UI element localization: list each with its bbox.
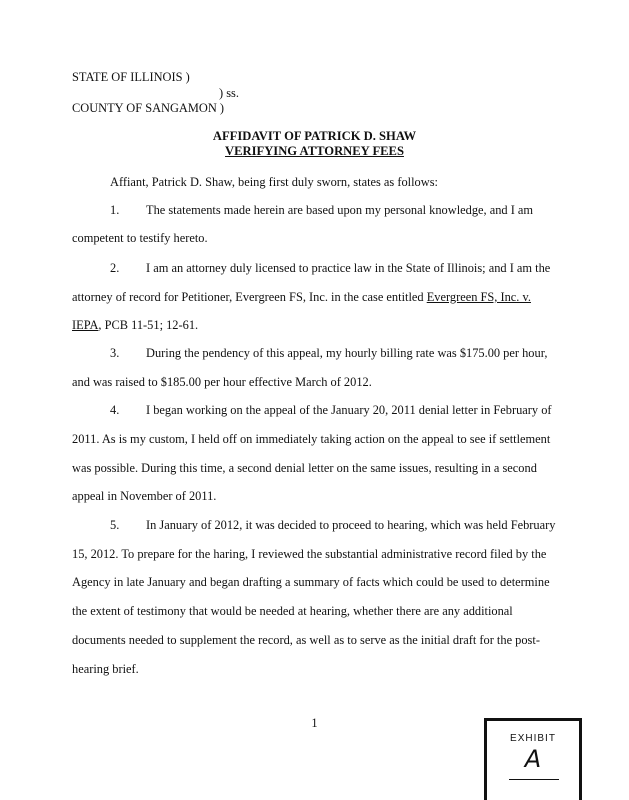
paragraph-5-line-4: the extent of testimony that would be needed at hearing, whether there are any additional (72, 604, 513, 618)
paragraph-3-line-2: and was raised to $185.00 per hour effective March of 2012. (72, 375, 372, 389)
caption-ss: ) ss. (219, 86, 239, 100)
exhibit-label: EXHIBIT (510, 733, 556, 744)
exhibit-stamp (484, 718, 582, 800)
paragraph-5-number: 5. (110, 518, 120, 532)
paragraph-2-number: 2. (110, 261, 120, 275)
paragraph-1-number: 1. (110, 203, 120, 217)
paragraph-5-line-1: In January of 2012, it was decided to proceed to hearing, which was held February (146, 518, 556, 532)
caption-county: COUNTY OF SANGAMON ) (72, 101, 225, 115)
intro-paragraph: Affiant, Patrick D. Shaw, being first duly sworn, states as follows: (110, 175, 438, 189)
paragraph-3-line-1: During the pendency of this appeal, my hourly billing rate was $175.00 per hour, (146, 346, 548, 360)
paragraph-3-number: 3. (110, 346, 120, 360)
title-line-1: AFFIDAVIT OF PATRICK D. SHAW (212, 129, 417, 143)
paragraph-2-line-1: I am an attorney duly licensed to practice law in the State of Illinois; and I am the (146, 261, 551, 275)
caption-state: STATE OF ILLINOIS ) (72, 70, 190, 84)
paragraph-5-line-2: 15, 2012. To prepare for the haring, I reviewed the substantial administrative record filed by the (72, 547, 547, 561)
paragraph-2-line-2-text: attorney of record for Petitioner, Evergreen FS, Inc. in the case entitled (72, 290, 427, 304)
paragraph-4-number: 4. (110, 403, 120, 417)
page-number: 1 (311, 716, 318, 730)
paragraph-5-line-6: hearing brief. (72, 662, 139, 676)
paragraph-1-line-2: competent to testify hereto. (72, 231, 208, 245)
paragraph-4-line-1: I began working on the appeal of the January 20, 2011 denial letter in February of (146, 403, 552, 417)
case-number-text: , PCB 11-51; 12-61. (98, 318, 199, 332)
paragraph-2-line-3 (72, 318, 198, 332)
title-line-2: VERIFYING ATTORNEY FEES (225, 144, 404, 158)
paragraph-4-line-3: was possible. During this time, a second denial letter on the same issues, resulting in a second (72, 461, 537, 475)
exhibit-letter: A (524, 745, 542, 773)
paragraph-4-line-4: appeal in November of 2011. (72, 489, 217, 503)
paragraph-5-line-3: Agency in late January and began drafting a summary of facts which could be used to determine (72, 575, 550, 589)
paragraph-5-line-5: documents needed to supplement the record, as well as to serve as the initial draft for the post- (72, 633, 540, 647)
paragraph-2-line-2 (72, 290, 531, 304)
paragraph-4-line-2: 2011. As is my custom, I held off on immediately taking action on the appeal to see if settlement (72, 432, 551, 446)
case-name-part-1: Evergreen FS, Inc. v. (426, 290, 531, 304)
paragraph-1-line-1: The statements made herein are based upon my personal knowledge, and I am (146, 203, 534, 217)
exhibit-underline (509, 779, 559, 780)
case-name-part-2: IEPA (72, 318, 99, 332)
